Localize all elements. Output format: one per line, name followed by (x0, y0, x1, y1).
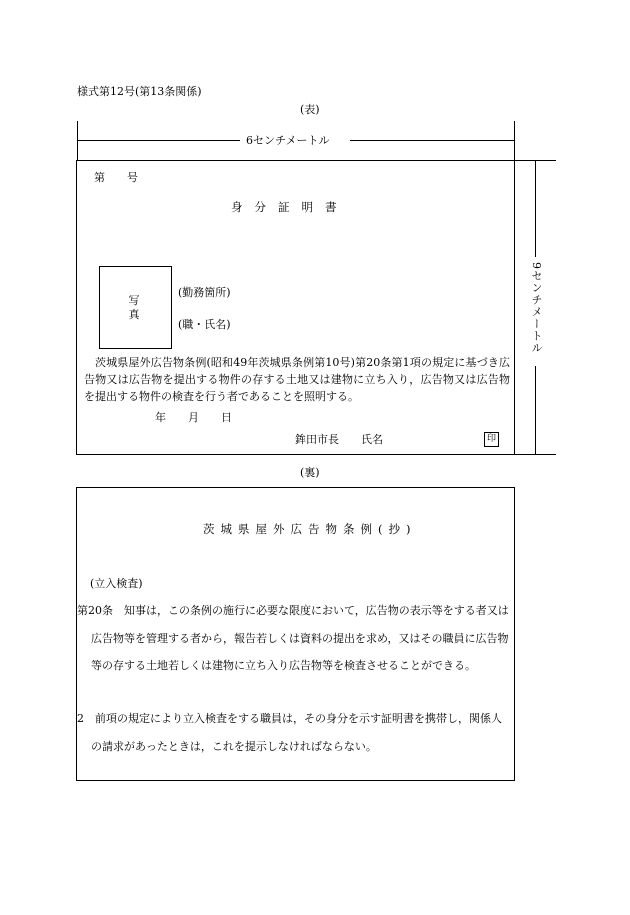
height-dimension-line-top (535, 160, 536, 257)
certificate-body-text: 茨城県屋外広告物条例(昭和49年茨城県条例第10号)第20条第1項の規定に基づき広告物又は広告物を提出する物件の存する土地又は建物に立ち入り，広告物又は広告物を提出する物件の検査を行う者であることを照明する。 (84, 356, 510, 403)
height-dimension-label: 9センチメートル (530, 262, 543, 354)
width-dimension-line-left (77, 140, 240, 141)
date-line: 年 月 日 (155, 411, 232, 424)
back-side-label: (裏) (300, 466, 320, 479)
width-dimension-line-right (350, 140, 514, 141)
section-heading: (立入検査) (90, 577, 143, 590)
name-label: (職・氏名) (178, 318, 231, 331)
photo-label: 写真 (128, 294, 140, 321)
workplace-label: (勤務箇所) (178, 286, 231, 299)
ordinance-title: 茨城県屋外広告物条例(抄) (203, 522, 417, 536)
width-dimension-right-tick (514, 121, 515, 161)
height-dimension-bottom-tick (514, 454, 556, 455)
width-dimension-left-tick (77, 121, 78, 161)
front-side-label: (表) (300, 103, 320, 116)
certificate-title: 身分証明書 (231, 200, 349, 214)
clause-2-text: 2 前項の規定により立入検査をする職員は，その身分を示す証明書を携帯し，関係人の請求があったときは，これを提示しなければならない。 (77, 712, 502, 753)
width-dimension-label: 6センチメートル (246, 134, 330, 147)
issuer-line: 鉾田市長 氏名 (295, 433, 383, 446)
seal-mark: 印 (484, 432, 499, 447)
form-number: 様式第12号(第13条関係) (77, 85, 202, 98)
number-field: 第 号 (94, 171, 138, 184)
article-20-text: 第20条 知事は，この条例の施行に必要な限度において，広告物の表示等をする者又は広告物等を管理する者から，報告若しくは資料の提出を求め，又はその職員に広告物等の存する土地若しくは建物に立ち入り広告物等を検査させることができる。 (77, 604, 509, 672)
height-dimension-line-bottom (535, 366, 536, 454)
